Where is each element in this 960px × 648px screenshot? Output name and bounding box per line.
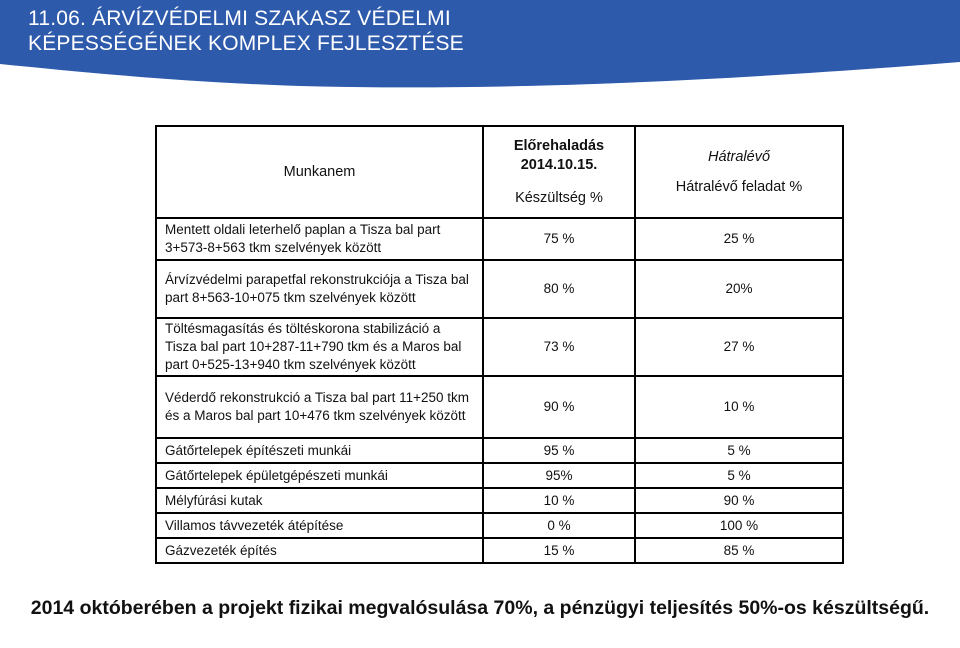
progress-table bbox=[155, 125, 844, 564]
table-row bbox=[156, 376, 843, 438]
header-remaining-title: Hátralévő bbox=[707, 148, 771, 165]
progress-cell: 73 % bbox=[483, 318, 635, 376]
progress-cell: 10 % bbox=[483, 488, 635, 513]
remaining-cell: 5 % bbox=[635, 463, 843, 488]
table-row bbox=[156, 438, 843, 463]
remaining-cell: 100 % bbox=[635, 513, 843, 538]
progress-cell: 75 % bbox=[483, 218, 635, 260]
remaining-cell: 20% bbox=[635, 260, 843, 318]
summary-text: 2014 októberében a projekt fizikai megvalósulása 70%, a pénzügyi teljesítés 50%-os készültségű. bbox=[30, 597, 930, 619]
remaining-cell: 25 % bbox=[635, 218, 843, 260]
work-cell: Gázvezeték építés bbox=[156, 538, 483, 563]
header-progress bbox=[483, 126, 635, 218]
header-progress-title: Előrehaladás 2014.10.15. bbox=[513, 138, 605, 173]
work-cell: Gátőrtelepek épületgépészeti munkái bbox=[156, 463, 483, 488]
remaining-cell: 10 % bbox=[635, 376, 843, 438]
table-row bbox=[156, 488, 843, 513]
page-title-line2: KÉPESSÉGÉNEK KOMPLEX FEJLESZTÉSE bbox=[28, 32, 464, 55]
header-progress-sub: Készültség % bbox=[515, 190, 603, 206]
remaining-cell: 5 % bbox=[635, 438, 843, 463]
header-remaining bbox=[635, 126, 843, 218]
table-row bbox=[156, 513, 843, 538]
header-work-type-label: Munkanem bbox=[283, 164, 356, 180]
work-cell: Töltésmagasítás és töltéskorona stabilizáció a Tisza bal part 10+287-11+790 tkm és a Maros bal part 0+525-13+940 tkm szelvények között bbox=[156, 318, 483, 376]
progress-cell: 80 % bbox=[483, 260, 635, 318]
remaining-cell: 90 % bbox=[635, 488, 843, 513]
table-row bbox=[156, 260, 843, 318]
header-remaining-sub: Hátralévő feladat % bbox=[675, 178, 803, 195]
header-work-type bbox=[156, 126, 483, 218]
header-banner bbox=[0, 0, 960, 96]
work-cell: Villamos távvezeték átépítése bbox=[156, 513, 483, 538]
progress-cell: 15 % bbox=[483, 538, 635, 563]
progress-cell: 0 % bbox=[483, 513, 635, 538]
page-title-line1: 11.06. ÁRVÍZVÉDELMI SZAKASZ VÉDELMI bbox=[28, 7, 451, 30]
work-cell: Véderdő rekonstrukció a Tisza bal part 11+250 tkm és a Maros bal part 10+476 tkm szelvények között bbox=[156, 376, 483, 438]
remaining-cell: 27 % bbox=[635, 318, 843, 376]
work-cell: Gátőrtelepek építészeti munkái bbox=[156, 438, 483, 463]
work-cell: Árvízvédelmi parapetfal rekonstrukciója a Tisza bal part 8+563-10+075 tkm szelvények között bbox=[156, 260, 483, 318]
progress-cell: 95% bbox=[483, 463, 635, 488]
table-header-row bbox=[156, 126, 843, 218]
progress-cell: 90 % bbox=[483, 376, 635, 438]
table-row bbox=[156, 538, 843, 563]
table-row bbox=[156, 218, 843, 260]
page-title bbox=[28, 6, 464, 56]
work-cell: Mélyfúrási kutak bbox=[156, 488, 483, 513]
remaining-cell: 85 % bbox=[635, 538, 843, 563]
progress-cell: 95 % bbox=[483, 438, 635, 463]
work-cell: Mentett oldali leterhelő paplan a Tisza bal part 3+573-8+563 tkm szelvények között bbox=[156, 218, 483, 260]
table-row bbox=[156, 318, 843, 376]
table-row bbox=[156, 463, 843, 488]
